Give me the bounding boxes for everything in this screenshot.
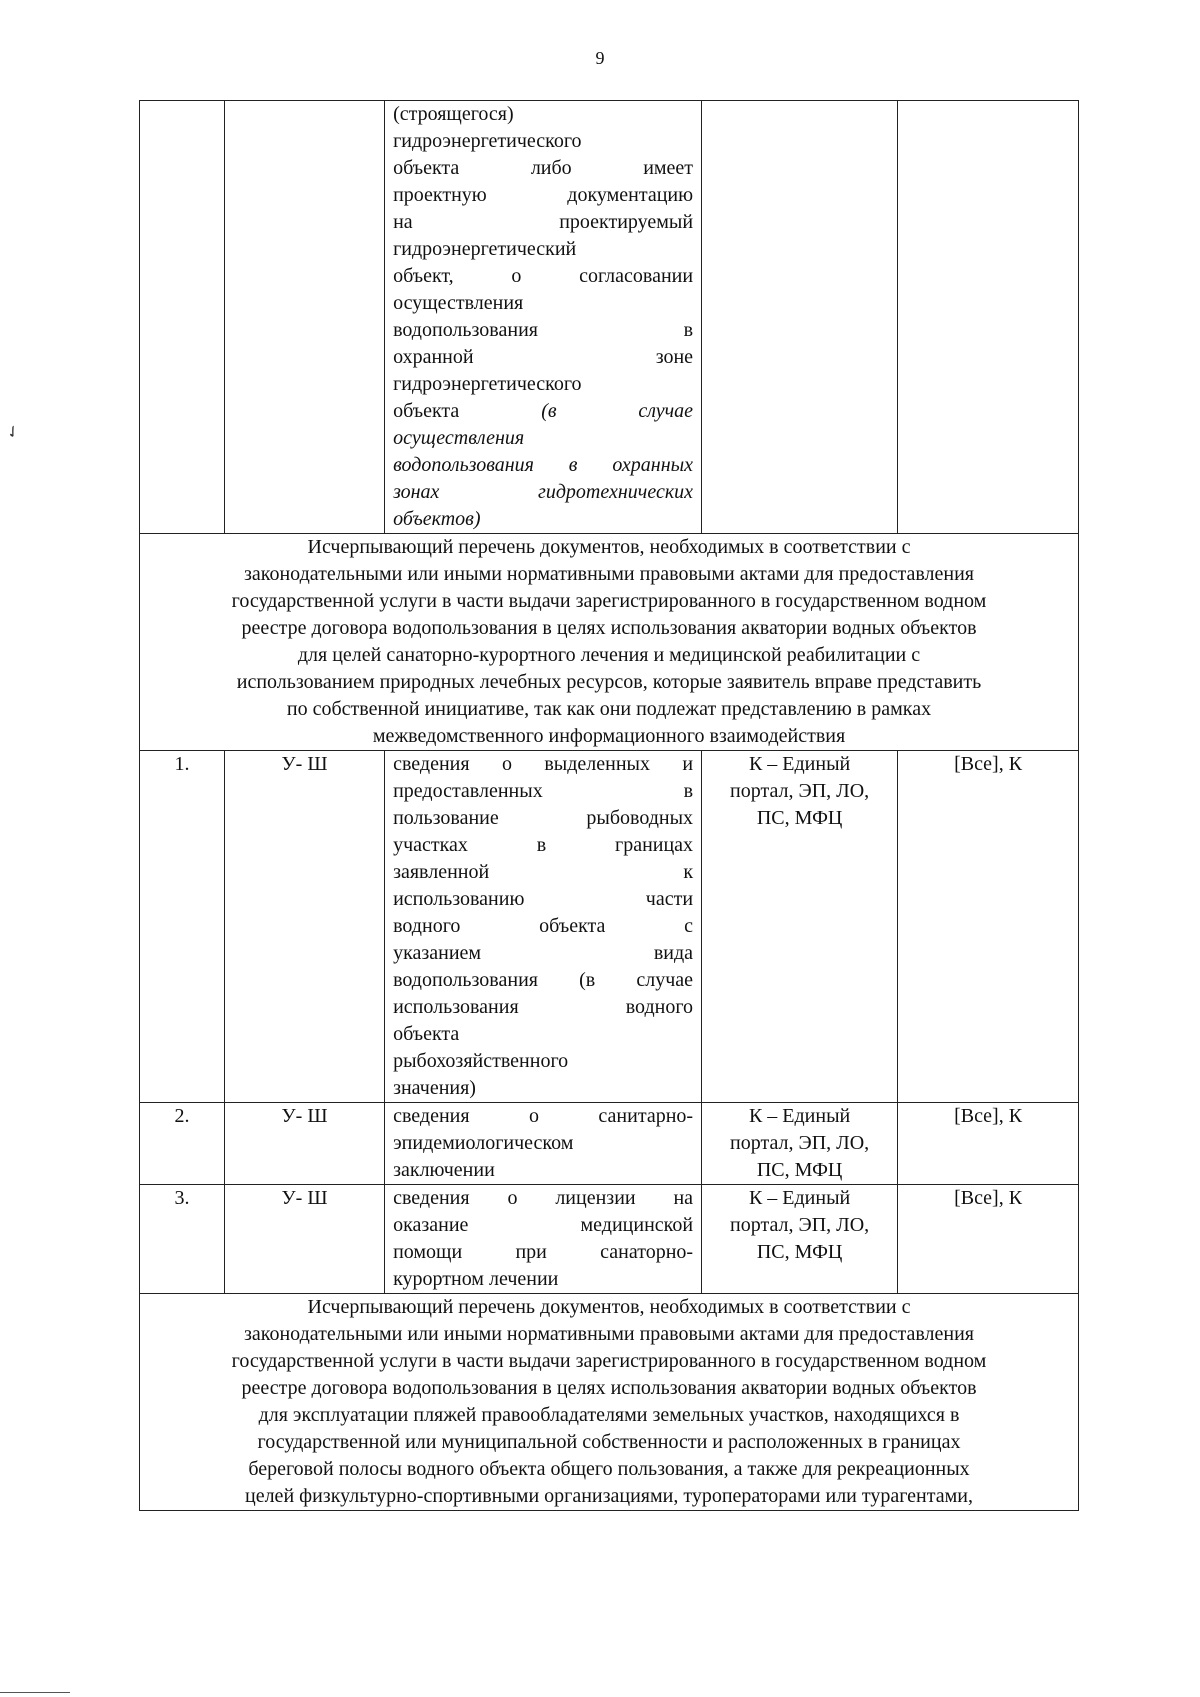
section-heading-2 — [140, 1294, 1079, 1511]
submission-line: портал, ЭП, ЛО, — [730, 780, 870, 802]
heading-line: государственной или муниципальной собственности и расположенных в границах — [257, 1431, 961, 1453]
text-line: курортном лечении — [393, 1268, 559, 1290]
text-line: объектов) — [393, 508, 481, 530]
text-line: водопользования в — [393, 319, 694, 341]
text-line: охранной зоне — [393, 346, 694, 368]
heading-line: межведомственного информационного взаимодействия — [372, 725, 846, 747]
text-line: гидроэнергетического — [393, 373, 582, 395]
scan-artifact-mark: ✓ — [3, 421, 24, 444]
heading-line: использованием природных лечебных ресурсов, которые заявитель вправе представить — [236, 671, 982, 693]
text-line: объекта либо имеет — [393, 157, 694, 179]
text-line: использования водного — [393, 996, 694, 1018]
text-line: эпидемиологическом — [393, 1132, 574, 1154]
text-line: помощи при санаторно- — [393, 1241, 694, 1263]
text-line: водопользования (в случае — [393, 969, 694, 991]
row-result: [Все], К — [898, 1185, 1079, 1294]
text-line: объект, о согласовании — [393, 265, 694, 287]
heading-line: законодательными или иными нормативными правовыми актами для предоставления — [243, 563, 975, 585]
text-line: объекта (в случае — [393, 400, 694, 422]
text-line: сведения о лицензии на — [393, 1187, 694, 1209]
submission-line: К – Единый — [748, 1187, 851, 1209]
heading-line: государственной услуги в части выдачи зарегистрированного в государственном водном — [231, 590, 987, 612]
row-number: 1. — [140, 751, 225, 1103]
page-number: 9 — [595, 48, 605, 68]
text-line: предоставленных в — [393, 780, 694, 802]
heading-line: береговой полосы водного объекта общего пользования, а также для рекреационных — [248, 1458, 970, 1480]
cell-document-description — [385, 101, 702, 534]
text-line: сведения о санитарно- — [393, 1105, 694, 1127]
submission-line: портал, ЭП, ЛО, — [730, 1132, 870, 1154]
submission-line: ПС, МФЦ — [756, 1159, 843, 1181]
row-document-description — [385, 1185, 702, 1294]
heading-line: законодательными или иными нормативными правовыми актами для предоставления — [243, 1323, 975, 1345]
text-line: пользование рыбоводных — [393, 807, 694, 829]
scan-artifact-line — [0, 1692, 70, 1693]
text-line: гидроэнергетического — [393, 130, 582, 152]
row-document-description — [385, 1103, 702, 1185]
documents-table — [139, 100, 1079, 1511]
submission-line: ПС, МФЦ — [756, 1241, 843, 1263]
row-number: 3. — [140, 1185, 225, 1294]
text-line: сведения о выделенных и — [393, 753, 694, 775]
text-line: использованию части — [393, 888, 694, 910]
text-line: заключении — [393, 1159, 495, 1181]
section-heading-row — [140, 1294, 1079, 1511]
row-submission-method — [702, 1103, 898, 1185]
row-result: [Все], К — [898, 751, 1079, 1103]
heading-line: для целей санаторно-курортного лечения и медицинской реабилитации с — [297, 644, 921, 666]
table-row — [140, 1185, 1079, 1294]
submission-line: ПС, МФЦ — [756, 807, 843, 829]
heading-line: реестре договора водопользования в целях использования акватории водных объектов — [241, 1377, 977, 1399]
row-code: У- Ш — [224, 1185, 384, 1294]
row-submission-method — [702, 751, 898, 1103]
text-line: на проектируемый — [393, 211, 694, 233]
heading-line: целей физкультурно-спортивными организациями, туроператорами или турагентами, — [245, 1485, 973, 1507]
text-line: объекта — [393, 1023, 460, 1045]
row-number: 2. — [140, 1103, 225, 1185]
heading-line: Исчерпывающий перечень документов, необходимых в соответствии с — [307, 536, 911, 558]
cell-result-empty — [898, 101, 1079, 534]
row-code: У- Ш — [224, 1103, 384, 1185]
cell-num-empty — [140, 101, 225, 534]
section-heading-1 — [140, 534, 1079, 751]
text-line: указанием вида — [393, 942, 694, 964]
submission-line: портал, ЭП, ЛО, — [730, 1214, 870, 1236]
heading-line: государственной услуги в части выдачи зарегистрированного в государственном водном — [231, 1350, 987, 1372]
text-line: проектную документацию — [393, 184, 694, 206]
text-line: заявленной к — [393, 861, 694, 883]
heading-line: Исчерпывающий перечень документов, необходимых в соответствии с — [307, 1296, 911, 1318]
heading-line: для эксплуатации пляжей правообладателями земельных участков, находящихся в — [258, 1404, 960, 1426]
text-line: осуществления — [393, 292, 524, 314]
table-row-continuation — [140, 101, 1079, 534]
cell-code-empty — [224, 101, 384, 534]
text-line: рыбохозяйственного — [393, 1050, 569, 1072]
row-submission-method — [702, 1185, 898, 1294]
text-line: оказание медицинской — [393, 1214, 694, 1236]
heading-line: по собственной инициативе, так как они подлежат представлению в рамках — [286, 698, 932, 720]
text-line: водопользования в охранных — [393, 454, 694, 476]
text-line: участках в границах — [393, 834, 694, 856]
heading-line: реестре договора водопользования в целях использования акватории водных объектов — [241, 617, 977, 639]
row-result: [Все], К — [898, 1103, 1079, 1185]
text-line: (строящегося) — [393, 103, 514, 125]
table-row — [140, 751, 1079, 1103]
submission-line: К – Единый — [748, 753, 851, 775]
cell-way-empty — [702, 101, 898, 534]
submission-line: К – Единый — [748, 1105, 851, 1127]
row-code: У- Ш — [224, 751, 384, 1103]
text-line: осуществления — [393, 427, 525, 449]
table-row — [140, 1103, 1079, 1185]
text-line: значения) — [393, 1077, 476, 1099]
row-document-description — [385, 751, 702, 1103]
text-line: гидроэнергетический — [393, 238, 577, 260]
text-line: водного объекта с — [393, 915, 694, 937]
section-heading-row — [140, 534, 1079, 751]
text-line: зонах гидротехнических — [393, 481, 694, 503]
